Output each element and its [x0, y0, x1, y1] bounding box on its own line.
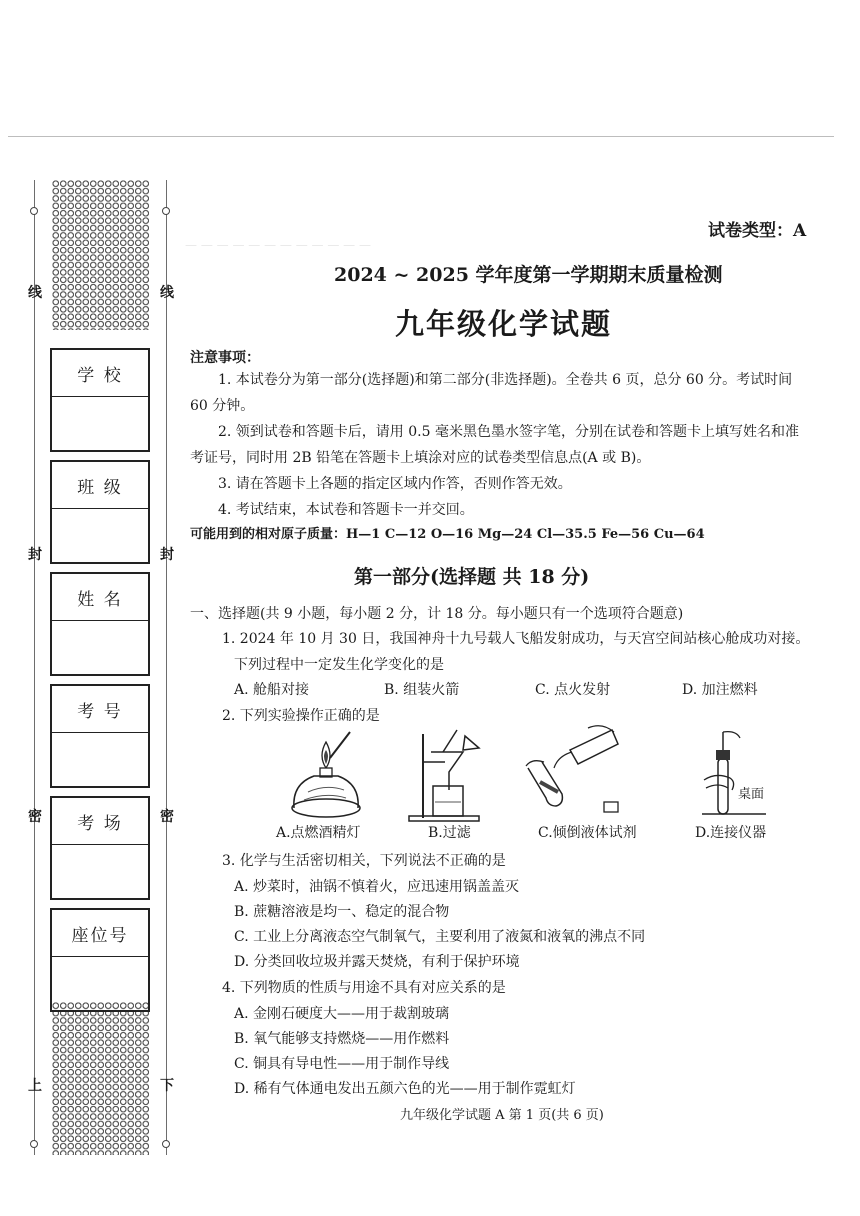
- connecting-apparatus-illustration: [696, 728, 786, 823]
- question-2-option-c[interactable]: C.倾倒液体试剂: [538, 825, 637, 841]
- binding-mark: 线: [160, 285, 174, 301]
- binding-mark: 线: [28, 285, 42, 301]
- question-4-option-c[interactable]: C. 铜具有导电性——用于制作导线: [234, 1056, 450, 1072]
- exam-room-label: 考 场: [52, 798, 148, 845]
- binding-ring: [30, 207, 38, 215]
- name-field[interactable]: [50, 572, 150, 676]
- question-1-stem: 1. 2024 年 10 月 30 日，我国神舟十九号载人飞船发射成功，与天宫空间站核心舱成功对接。: [222, 631, 810, 647]
- page-top-rule: [8, 136, 834, 137]
- name-label: 姓 名: [52, 574, 148, 621]
- class-label: 班 级: [52, 462, 148, 509]
- notice-item: 1. 本试卷分为第一部分(选择题)和第二部分(非选择题)。全卷共 6 页，总分 60 分。考试时间 60 分钟。: [190, 372, 793, 414]
- binding-mark: 密: [28, 809, 42, 825]
- binding-mark: 下: [160, 1078, 174, 1094]
- page-footer: 九年级化学试题 A 第 1 页(共 6 页): [400, 1108, 604, 1123]
- question-4-stem: 4. 下列物质的性质与用途不具有对应关系的是: [222, 980, 506, 996]
- paper-type: 试卷类型：A: [708, 221, 807, 241]
- binding-mark: 上: [28, 1078, 42, 1094]
- seat-number-field[interactable]: [50, 908, 150, 1012]
- school-field[interactable]: [50, 348, 150, 452]
- question-3-option-d[interactable]: D. 分类回收垃圾并露天焚烧，有利于保护环境: [234, 954, 520, 970]
- question-2-option-b[interactable]: B.过滤: [428, 825, 471, 841]
- question-2-option-a[interactable]: A.点燃酒精灯: [276, 825, 361, 841]
- pouring-liquid-illustration: [518, 722, 628, 822]
- bleed-through-text: — — — — — — — — — — — —: [185, 238, 371, 252]
- question-3-option-b[interactable]: B. 蔗糖溶液是均一、稳定的混合物: [234, 904, 450, 920]
- notice-item: 2. 领到试卷和答题卡后，请用 0.5 毫米黑色墨水签字笔，分别在试卷和答题卡上填写姓名和准考证号，同时用 2B 铅笔在答题卡上填涂对应的试卷类型信息点(A 或 B)。: [190, 424, 799, 466]
- filtration-illustration: [405, 728, 497, 823]
- question-3-option-a[interactable]: A. 炒菜时，油锅不慎着火，应迅速用锅盖盖灭: [234, 879, 520, 895]
- alcohol-lamp-illustration: [286, 728, 376, 823]
- paper-subtitle: 九年级化学试题: [395, 307, 613, 341]
- binding-dot-pattern-top: [52, 180, 150, 330]
- exam-title: 2024 ~ 2025 学年度第一学期期末质量检测: [334, 264, 723, 286]
- question-1-option-c[interactable]: C. 点火发射: [535, 682, 611, 698]
- exam-number-field[interactable]: [50, 684, 150, 788]
- question-4-option-b[interactable]: B. 氧气能够支持燃烧——用作燃料: [234, 1031, 450, 1047]
- exam-number-label: 考 号: [52, 686, 148, 733]
- notice-item: 4. 考试结束，本试卷和答题卡一并交回。: [218, 502, 474, 518]
- desk-label: 桌面: [738, 787, 765, 802]
- question-2-option-d[interactable]: D.连接仪器: [695, 825, 767, 841]
- notice-heading: 注意事项：: [190, 350, 260, 366]
- atomic-masses: 可能用到的相对原子质量：H—1 C—12 O—16 Mg—24 Cl—35.5 Fe—56 Cu—64: [190, 527, 705, 542]
- binding-ring: [162, 1140, 170, 1148]
- binding-line-left: [34, 180, 35, 1155]
- question-1-stem-2: 下列过程中一定发生化学变化的是: [234, 657, 444, 673]
- binding-line-right: [166, 180, 167, 1155]
- binding-mark: 密: [160, 809, 174, 825]
- binding-ring: [30, 1140, 38, 1148]
- exam-room-field[interactable]: [50, 796, 150, 900]
- class-field[interactable]: [50, 460, 150, 564]
- binding-mark: 封: [160, 547, 174, 563]
- question-1-option-a[interactable]: A. 舱船对接: [234, 682, 310, 698]
- question-3-option-c[interactable]: C. 工业上分离液态空气制氧气，主要利用了液氮和液氧的沸点不同: [234, 929, 646, 945]
- question-1-option-b[interactable]: B. 组装火箭: [384, 682, 460, 698]
- question-3-stem: 3. 化学与生活密切相关，下列说法不正确的是: [222, 853, 506, 869]
- binding-mark: 封: [28, 547, 42, 563]
- binding-dot-pattern-bottom: [52, 1002, 150, 1155]
- school-label: 学 校: [52, 350, 148, 397]
- question-2-stem: 2. 下列实验操作正确的是: [222, 708, 380, 724]
- question-4-option-a[interactable]: A. 金刚石硬度大——用于裁割玻璃: [234, 1006, 450, 1022]
- question-4-option-d[interactable]: D. 稀有气体通电发出五颜六色的光——用于制作霓虹灯: [234, 1081, 576, 1097]
- notice-item: 3. 请在答题卡上各题的指定区域内作答，否则作答无效。: [218, 476, 572, 492]
- section-heading: 一、选择题(共 9 小题，每小题 2 分，计 18 分。每小题只有一个选项符合题意): [190, 606, 684, 622]
- question-1-option-d[interactable]: D. 加注燃料: [682, 682, 758, 698]
- part1-title: 第一部分(选择题 共 18 分): [354, 566, 590, 588]
- seat-number-label: 座位号: [52, 910, 148, 957]
- binding-ring: [162, 207, 170, 215]
- notice-list: [190, 367, 810, 523]
